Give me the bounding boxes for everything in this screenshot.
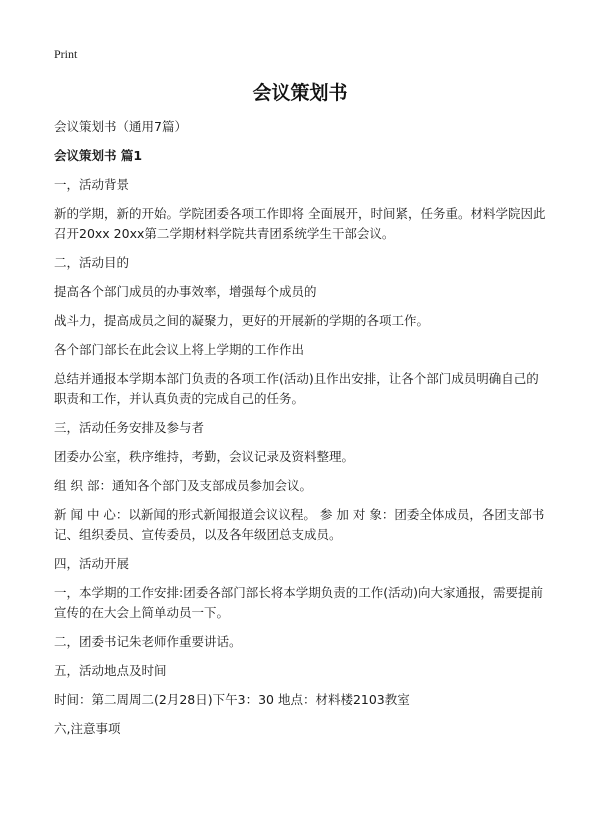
section-title: 会议策划书 篇1	[54, 148, 143, 163]
heading-location-time: 五，活动地点及时间	[54, 663, 167, 678]
heading-tasks: 三，活动任务安排及参与者	[54, 420, 205, 435]
paragraph-activities-1: 一，本学期的工作安排:团委各部门部长将本学期负责的工作(活动)向大家通报，需要提前宣传的在大会上简单动员一下。	[54, 585, 543, 620]
page-title: 会议策划书	[252, 82, 348, 104]
heading-notes: 六,注意事项	[54, 721, 121, 736]
paragraph-activities-2: 二，团委书记朱老师作重要讲话。	[54, 634, 242, 649]
paragraph-purpose-1: 提高各个部门成员的办事效率，增强每个成员的	[54, 284, 317, 299]
heading-background: 一，活动背景	[54, 177, 130, 192]
paragraph-purpose-2: 战斗力，提高成员之间的凝聚力，更好的开展新的学期的各项工作。	[54, 313, 430, 328]
paragraph-location-time: 时间：第二周周二(2月28日)下午3：30 地点：材料楼2103教室	[54, 692, 410, 707]
document-body	[54, 117, 546, 748]
print-label: Print	[54, 47, 78, 61]
paragraph-background: 新的学期，新的开始。学院团委各项工作即将 全面展开，时间紧，任务重。材料学院因此召开20xx 20xx第二学期材料学院共青团系统学生干部会议。	[54, 206, 546, 241]
paragraph-purpose-3: 各个部门部长在此会议上将上学期的工作作出	[54, 342, 305, 357]
heading-activities: 四，活动开展	[54, 556, 130, 571]
heading-purpose: 二，活动目的	[54, 255, 130, 270]
paragraph-tasks-office: 团委办公室，秩序维持，考勤，会议记录及资料整理。	[54, 449, 355, 464]
paragraph-purpose-4: 总结并通报本学期本部门负责的各项工作(活动)且作出安排，让各个部门成员明确自己的职责和工作，并认真负责的完成自己的任务。	[54, 371, 539, 406]
document-subtitle: 会议策划书（通用7篇）	[54, 119, 187, 134]
paragraph-tasks-news: 新 闻 中 心：以新闻的形式新闻报道会议议程。 参 加 对 象：团委全体成员，各团支部书记、组织委员、宣传委员，以及各年级团总支成员。	[54, 507, 545, 542]
paragraph-tasks-organization: 组 织 部：通知各个部门及支部成员参加会议。	[54, 478, 312, 493]
